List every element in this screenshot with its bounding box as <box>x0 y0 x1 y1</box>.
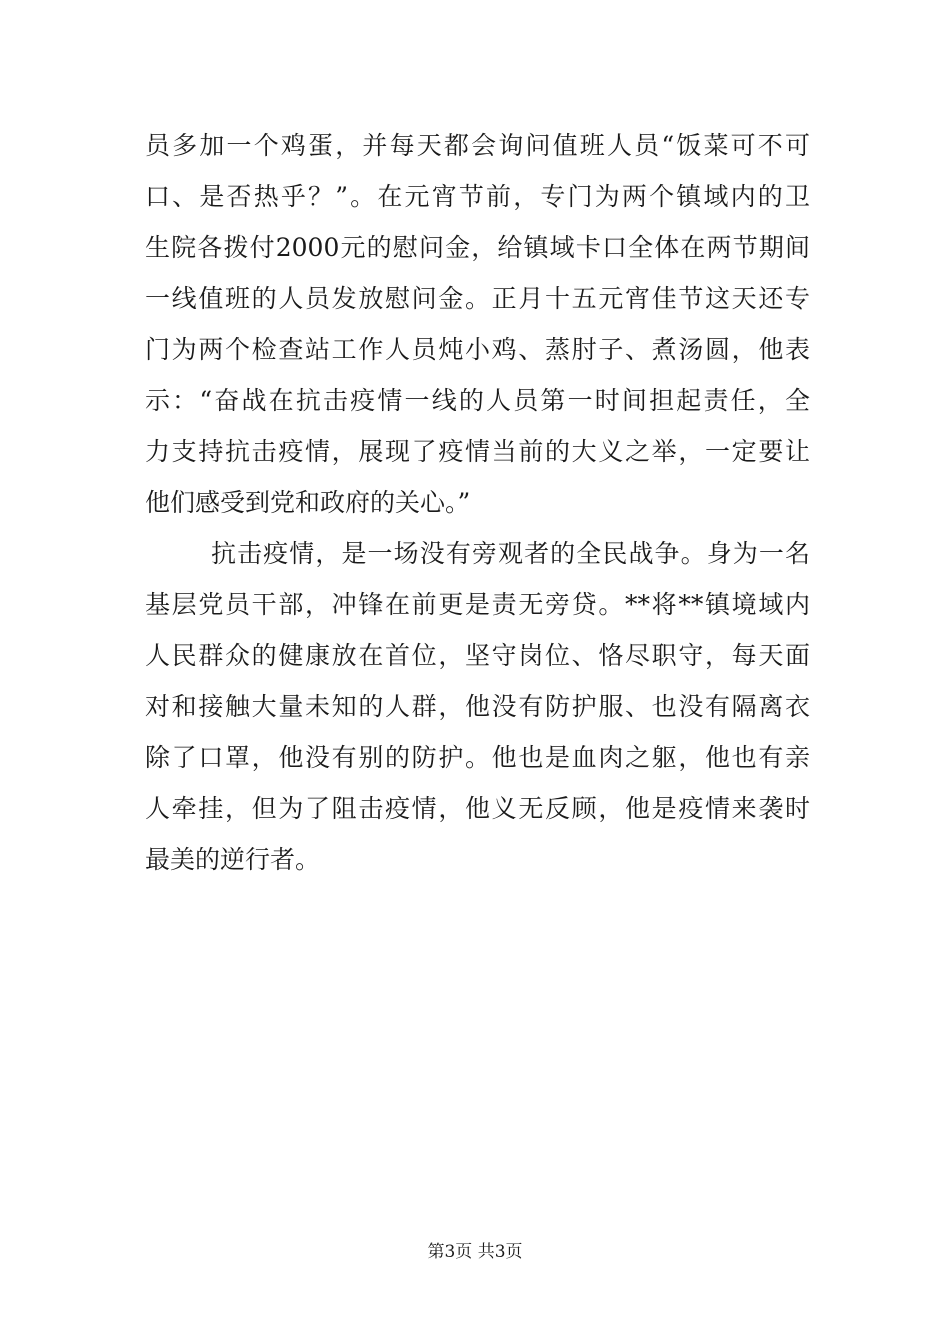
paragraph-1 <box>145 120 810 528</box>
text-line: 他们感受到党和政府的关心。” <box>145 488 471 517</box>
text-line: 抗击疫情，是一场没有旁观者的全民战争。身为一名 <box>211 539 810 568</box>
text-line: 除了口罩，他没有别的防护。他也是血肉之躯，他也有亲 <box>145 743 810 772</box>
text-line: 门为两个检查站工作人员炖小鸡、蒸肘子、煮汤圆，他表 <box>145 335 810 364</box>
paragraph-2 <box>145 528 810 885</box>
page-number-footer: 第3页 共3页 <box>427 1242 523 1262</box>
text-line: 人牵挂，但为了阻击疫情，他义无反顾，他是疫情来袭时 <box>145 794 810 823</box>
body-text <box>145 120 810 885</box>
text-line: 示：“奋战在抗击疫情一线的人员第一时间担起责任，全 <box>145 386 810 415</box>
text-line: 一线值班的人员发放慰问金。正月十五元宵佳节这天还专 <box>145 284 810 313</box>
text-line: 口、是否热乎？”。在元宵节前，专门为两个镇域内的卫 <box>145 182 810 211</box>
text-line: 生院各拨付2000元的慰问金，给镇域卡口全体在两节期间 <box>145 233 810 262</box>
text-line: 最美的逆行者。 <box>145 845 321 874</box>
text-line: 员多加一个鸡蛋，并每天都会询问值班人员“饭菜可不可 <box>145 131 810 160</box>
text-line: 基层党员干部，冲锋在前更是责无旁贷。**将**镇境域内 <box>145 590 810 619</box>
text-line: 对和接触大量未知的人群，他没有防护服、也没有隔离衣 <box>145 692 810 721</box>
text-line: 人民群众的健康放在首位，坚守岗位、恪尽职守，每天面 <box>145 641 810 670</box>
text-line: 力支持抗击疫情，展现了疫情当前的大义之举，一定要让 <box>145 437 810 466</box>
